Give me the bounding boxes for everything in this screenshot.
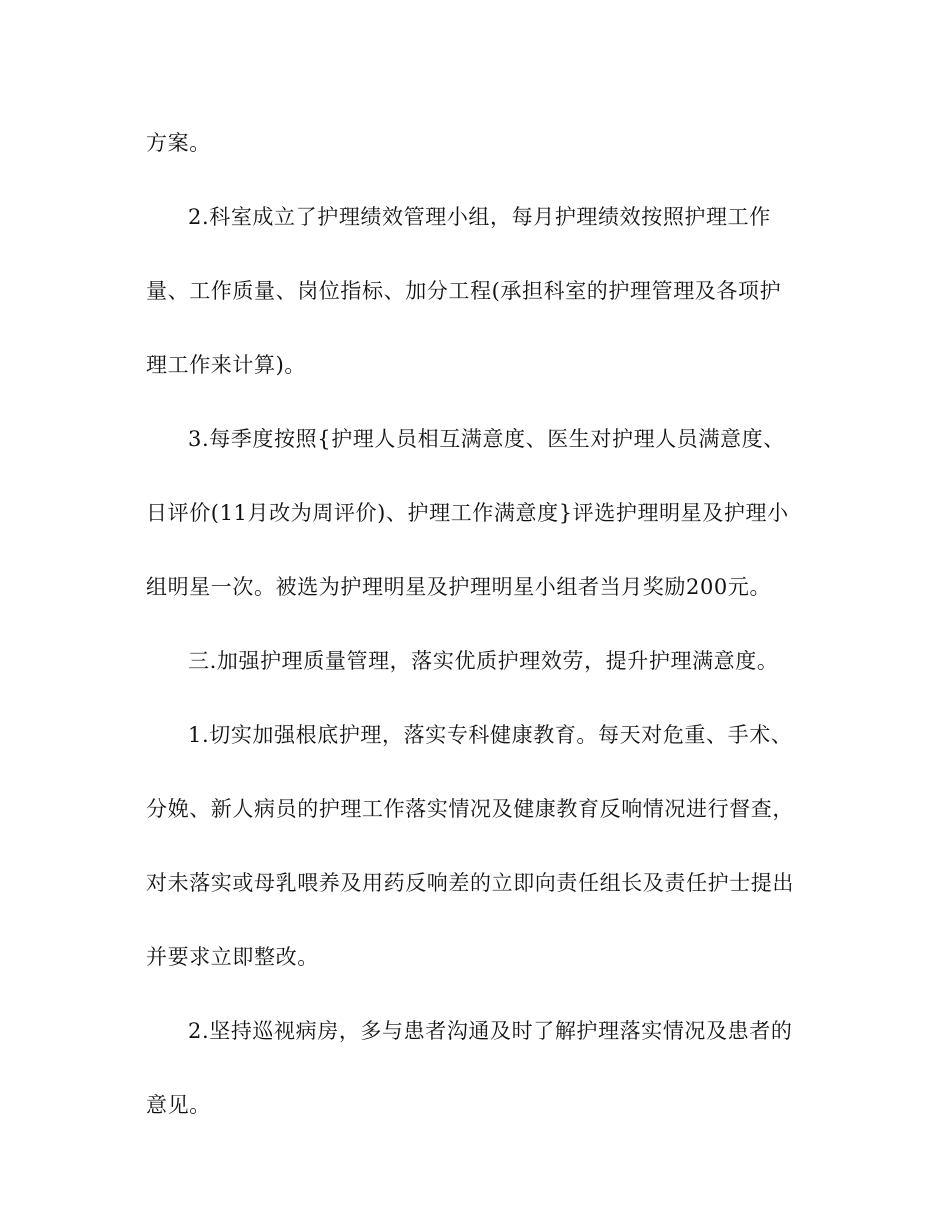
text-line: 组明星一次。被选为护理明星及护理明星小组者当月奖励200元。	[146, 575, 772, 599]
text-line: 对未落实或母乳喂养及用药反响差的立即向责任组长及责任护士提出	[146, 871, 794, 895]
section-heading: 三.加强护理质量管理，落实优质护理效劳，提升护理满意度。	[188, 649, 779, 673]
text-line: 方案。	[146, 131, 211, 155]
text-line: 意见。	[146, 1093, 211, 1117]
text-line: 2.坚持巡视病房，多与患者沟通及时了解护理落实情况及患者的	[188, 1019, 793, 1043]
text-line: 2.科室成立了护理绩效管理小组，每月护理绩效按照护理工作	[188, 205, 771, 229]
text-line: 量、工作质量、岗位指标、加分工程(承担科室的护理管理及各项护	[146, 279, 782, 303]
text-line: 理工作来计算)。	[146, 353, 306, 377]
text-line: 分娩、新人病员的护理工作落实情况及健康教育反响情况进行督查，	[146, 797, 794, 821]
text-line: 3.每季度按照{护理人员相互满意度、医生对护理人员满意度、	[188, 427, 785, 451]
text-line: 1.切实加强根底护理，落实专科健康教育。每天对危重、手术、	[188, 723, 793, 747]
text-line: 并要求立即整改。	[146, 945, 319, 969]
text-line: 日评价(11月改为周评价)、护理工作满意度}评选护理明星及护理小	[146, 501, 789, 525]
